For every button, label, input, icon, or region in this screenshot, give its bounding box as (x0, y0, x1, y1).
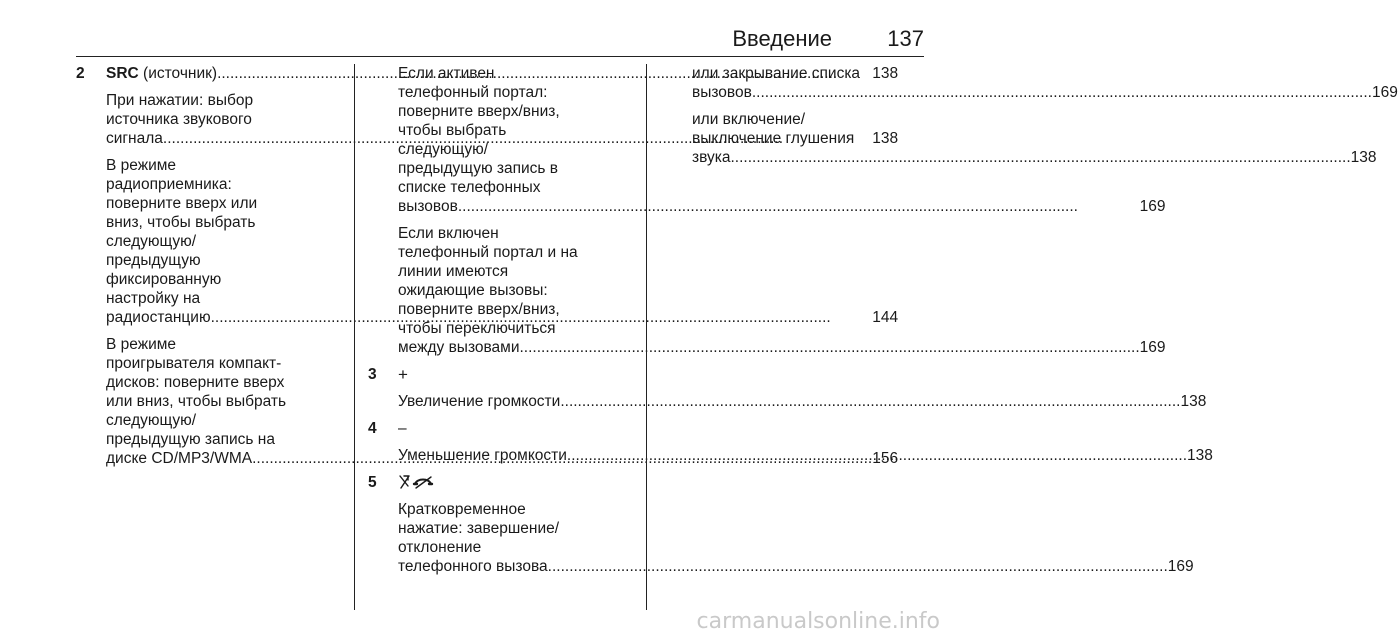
mute-hangup-icon-graphic (398, 473, 442, 491)
watermark: carmanualsonline.info (696, 609, 940, 634)
text-line: настройку на (106, 290, 201, 307)
paragraph (398, 224, 1166, 357)
text-line: чтобы выбрать (398, 122, 507, 139)
paragraph (692, 110, 1377, 167)
dot-leader (458, 197, 1140, 216)
text-line: линии имеются (398, 263, 509, 280)
page-ref: 169 (1167, 558, 1194, 575)
text-line: отклонение (398, 539, 482, 556)
page-header (76, 26, 924, 52)
text-line: Уменьшение громкости (398, 447, 567, 464)
src-description: (источник) (138, 65, 218, 82)
paragraph (692, 64, 1398, 102)
dot-leader (731, 148, 1351, 167)
text-line: проигрывателя компакт- (106, 355, 282, 372)
entry-5 (368, 473, 1194, 576)
text-line: диске CD/MP3/WMA (106, 450, 253, 467)
text-line: Кратковременное (398, 501, 526, 518)
entry-body (398, 473, 1194, 576)
entry-3 (368, 365, 1207, 411)
page-ref: 144 (872, 309, 899, 326)
text-line: следующую/ (106, 412, 197, 429)
text-line: предыдущую запись на (106, 431, 275, 448)
page-ref: 156 (872, 450, 899, 467)
header-rule (76, 56, 924, 57)
text-line: вызовов (692, 84, 752, 101)
page-ref: 169 (1371, 84, 1398, 101)
dot-leader (567, 446, 1187, 465)
text-line: предыдущую (106, 252, 201, 269)
text-line: или включение/ (692, 111, 806, 128)
text-line: телефонный портал: (398, 84, 548, 101)
text-line: сигнала (106, 130, 163, 147)
dot-leader (520, 338, 1140, 357)
text-line: Если активен (398, 65, 495, 82)
page-ref: 138 (1187, 447, 1213, 464)
dot-leader (560, 392, 1180, 411)
entry-body (398, 419, 1213, 465)
text-line: выключение глушения (692, 130, 855, 147)
text-line: В режиме (106, 336, 177, 353)
dot-leader (548, 557, 1168, 576)
text-line: дисков: поверните вверх (106, 374, 285, 391)
text-line: или закрывание списка (692, 65, 861, 82)
minus-icon: – (398, 420, 407, 437)
text-line: радиостанцию (106, 309, 211, 326)
text-line: В режиме (106, 157, 177, 174)
column-divider (646, 64, 647, 610)
text-line: предыдущую запись в (398, 160, 559, 177)
page-ref: 138 (1180, 393, 1207, 410)
plus-icon: + (398, 365, 408, 384)
column-divider (354, 64, 355, 610)
text-line: При нажатии: выбор (106, 92, 254, 109)
text-line: следующую/ (398, 141, 489, 158)
column-3 (692, 64, 1398, 167)
text-line: звука (692, 149, 731, 166)
text-line: вниз, чтобы выбрать (106, 214, 256, 231)
text-line: списке телефонных (398, 179, 541, 196)
text-line: радиоприемника: (106, 176, 232, 193)
text-line: между вызовами (398, 339, 520, 356)
paragraph (398, 500, 1194, 576)
text-line: нажатие: завершение/ (398, 520, 560, 537)
text-line: телефонный портал и на (398, 244, 578, 261)
page-ref: 138 (872, 65, 899, 82)
text-line: поверните вверх или (106, 195, 258, 212)
text-line: Увеличение громкости (398, 393, 561, 410)
page-ref: 169 (1139, 339, 1166, 356)
text-line: чтобы переключиться (398, 320, 556, 337)
entry-number-spacer (368, 64, 398, 357)
text-line: поверните вверх/вниз, (398, 301, 560, 318)
text-line: телефонного вызова (398, 558, 548, 575)
entry-number: 5 (368, 474, 377, 491)
text-line: Если включен (398, 225, 499, 242)
src-label: SRC (106, 65, 139, 82)
page-number: 137 (887, 26, 924, 51)
text-line: источника звукового (106, 111, 252, 128)
entry-number: 2 (76, 65, 85, 82)
text-line: фиксированную (106, 271, 222, 288)
entry-number: 3 (368, 366, 377, 383)
page-title: Введение (732, 26, 832, 51)
text-line: следующую/ (106, 233, 197, 250)
page-ref: 169 (1139, 198, 1166, 215)
page-ref: 138 (1350, 149, 1377, 166)
text-line: или вниз, чтобы выбрать (106, 393, 287, 410)
dot-leader (752, 83, 1372, 102)
text-line: ожидающие вызовы: (398, 282, 548, 299)
text-line: поверните вверх/вниз, (398, 103, 560, 120)
mute-hangup-icon (398, 473, 1194, 492)
entry-number: 4 (368, 420, 377, 437)
page-ref: 138 (872, 130, 899, 147)
entry-body (398, 365, 1206, 411)
text-line: вызовов (398, 198, 458, 215)
